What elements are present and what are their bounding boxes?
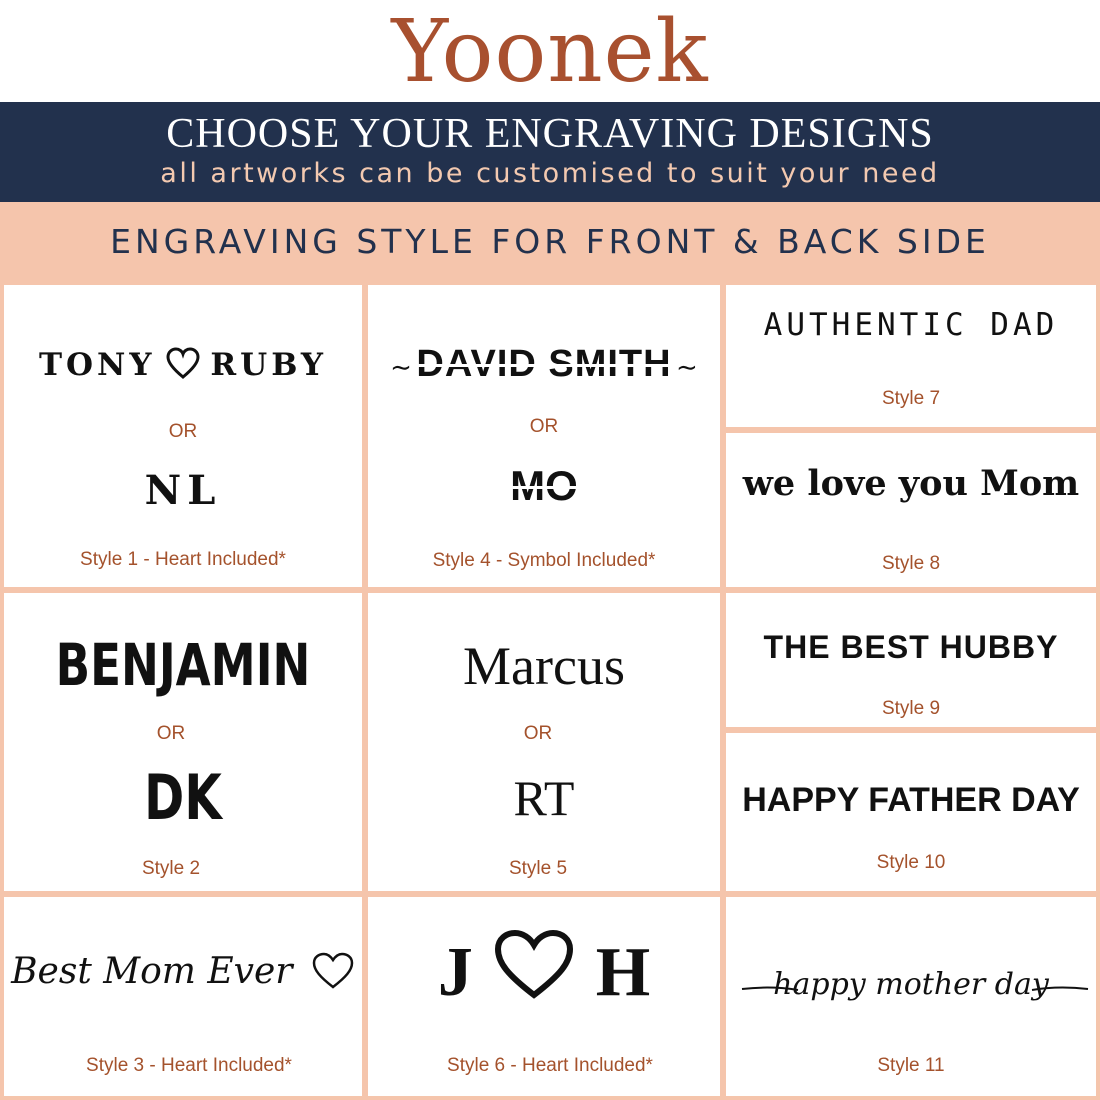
or-label: OR — [156, 723, 186, 744]
style-3-label: Style 3 - Heart Included* — [86, 1055, 292, 1076]
or-label: OR — [529, 416, 559, 437]
style-8-sample: we love you Mom — [742, 463, 1080, 504]
swash-icon: ∼ — [676, 352, 698, 382]
style-3-sample: Best Mom Ever — [4, 951, 362, 992]
style-card-5 — [368, 593, 720, 891]
style-4-sample: ∼ DAVID SMITH ∼ — [390, 343, 698, 385]
section-banner — [0, 202, 1100, 281]
style-card-3 — [4, 897, 362, 1096]
header-banner — [0, 102, 1100, 202]
heart-icon — [311, 951, 355, 991]
style-5-alt: RT — [513, 770, 575, 826]
style-card-2 — [4, 593, 362, 891]
style-10-label: Style 10 — [876, 852, 946, 873]
style-1-alt: NL — [144, 467, 222, 514]
brand-logo — [0, 0, 1100, 102]
section-title: ENGRAVING STYLE FOR FRONT & BACK SIDE — [110, 222, 990, 261]
or-label: OR — [168, 421, 198, 442]
style-8-label: Style 8 — [881, 553, 941, 574]
style-4-label: Style 4 - Symbol Included* — [432, 550, 656, 571]
style-card-1 — [4, 285, 362, 587]
swash-icon: ∼ — [390, 352, 412, 382]
style-9-label: Style 9 — [881, 698, 941, 719]
style-10-sample: HAPPY FATHER DAY — [742, 781, 1080, 819]
style-card-4 — [368, 285, 720, 587]
style-6-label: Style 6 - Heart Included* — [447, 1055, 653, 1076]
heart-icon — [166, 347, 200, 381]
style-2-label: Style 2 — [141, 858, 201, 879]
style-7-label: Style 7 — [881, 388, 941, 409]
swash-right-icon — [1030, 983, 1090, 995]
page-subtitle: all artworks can be customised to suit your need — [160, 158, 940, 189]
style-7-sample: AUTHENTIC DAD — [763, 307, 1059, 343]
style-4-alt: MO — [510, 462, 578, 509]
style-11-label: Style 11 — [877, 1055, 945, 1076]
style-card-9 — [726, 593, 1096, 727]
style-9-sample: THE BEST HUBBY — [763, 629, 1059, 665]
style-card-8 — [726, 433, 1096, 587]
style-5-label: Style 5 — [508, 858, 568, 879]
style-card-10 — [726, 733, 1096, 891]
style-card-7 — [726, 285, 1096, 427]
style-1-label: Style 1 - Heart Included* — [80, 549, 286, 570]
style-11-sample: happy mother day — [773, 967, 1049, 1002]
style-2-alt: DK — [144, 761, 222, 834]
style-5-sample: Marcus — [463, 636, 625, 696]
style-card-6 — [368, 897, 720, 1096]
logo-text: Yoonek — [391, 2, 709, 102]
style-2-sample: BENJAMIN — [55, 631, 311, 699]
heart-icon — [493, 929, 575, 1001]
style-6-sample: J H — [368, 929, 720, 1013]
style-card-11 — [726, 897, 1096, 1096]
page-title: CHOOSE YOUR ENGRAVING DESIGNS — [166, 111, 934, 157]
or-label: OR — [523, 723, 553, 744]
style-1-sample: TONY RUBY — [38, 347, 328, 383]
